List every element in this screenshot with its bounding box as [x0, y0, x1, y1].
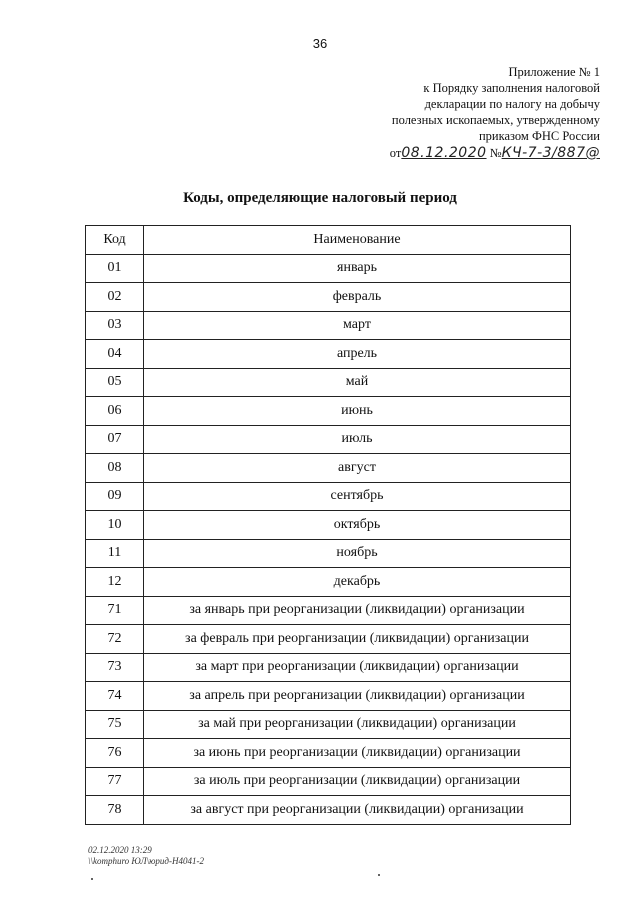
- cell-code: 75: [86, 710, 144, 739]
- cell-name: октябрь: [144, 511, 571, 540]
- page-number: 36: [312, 36, 328, 51]
- cell-name: за июнь при реорганизации (ликвидации) организации: [144, 739, 571, 768]
- order-line: [300, 145, 600, 161]
- cell-code: 10: [86, 511, 144, 540]
- table-row: [86, 739, 571, 768]
- cell-name: декабрь: [144, 568, 571, 597]
- cell-code: 12: [86, 568, 144, 597]
- cell-code: 76: [86, 739, 144, 768]
- cell-name: ноябрь: [144, 539, 571, 568]
- appendix-line-4: полезных ископаемых, утвержденному: [391, 113, 600, 127]
- table-row: [86, 653, 571, 682]
- appendix-line-3: декларации по налогу на добычу: [424, 97, 600, 111]
- footer-stamp: [88, 845, 204, 867]
- cell-name: за март при реорганизации (ликвидации) организации: [144, 653, 571, 682]
- cell-name: за февраль при реорганизации (ликвидации) организации: [144, 625, 571, 654]
- cell-name: август: [144, 454, 571, 483]
- table-row: [86, 796, 571, 825]
- scan-speck: [91, 878, 93, 880]
- table-row: [86, 568, 571, 597]
- order-date: 08.12.2020: [401, 145, 487, 161]
- table-row: [86, 539, 571, 568]
- cell-name: за январь при реорганизации (ликвидации) организации: [144, 596, 571, 625]
- cell-code: 02: [86, 283, 144, 312]
- table-row: [86, 767, 571, 796]
- table-row: [86, 482, 571, 511]
- cell-name: февраль: [144, 283, 571, 312]
- cell-code: 78: [86, 796, 144, 825]
- cell-code: 06: [86, 397, 144, 426]
- cell-name: за май при реорганизации (ликвидации) организации: [144, 710, 571, 739]
- cell-name: за апрель при реорганизации (ликвидации) организации: [144, 682, 571, 711]
- cell-name: за июль при реорганизации (ликвидации) организации: [144, 767, 571, 796]
- table-row: [86, 397, 571, 426]
- cell-code: 74: [86, 682, 144, 711]
- cell-code: 11: [86, 539, 144, 568]
- table-header-row: [86, 226, 571, 255]
- cell-name: апрель: [144, 340, 571, 369]
- cell-code: 09: [86, 482, 144, 511]
- scan-speck: [378, 874, 380, 876]
- header-code: Код: [86, 226, 144, 255]
- period-codes-table: [85, 225, 571, 825]
- cell-name: сентябрь: [144, 482, 571, 511]
- cell-name: июнь: [144, 397, 571, 426]
- appendix-line-1: Приложение № 1: [508, 65, 600, 79]
- cell-code: 03: [86, 311, 144, 340]
- cell-code: 71: [86, 596, 144, 625]
- order-number: КЧ-7-3/887@: [501, 145, 600, 161]
- cell-code: 05: [86, 368, 144, 397]
- cell-code: 01: [86, 254, 144, 283]
- cell-name: за август при реорганизации (ликвидации) организации: [144, 796, 571, 825]
- table-row: [86, 340, 571, 369]
- cell-name: январь: [144, 254, 571, 283]
- cell-code: 08: [86, 454, 144, 483]
- table-row: [86, 368, 571, 397]
- appendix-line-2: к Порядку заполнения налоговой: [423, 81, 600, 95]
- table-row: [86, 511, 571, 540]
- footer-timestamp: 02.12.2020 13:29: [88, 845, 152, 855]
- table-row: [86, 425, 571, 454]
- document-title: Коды, определяющие налоговый период: [183, 190, 457, 206]
- table-row: [86, 682, 571, 711]
- table-row: [86, 454, 571, 483]
- table-row: [86, 596, 571, 625]
- cell-name: март: [144, 311, 571, 340]
- table-row: [86, 283, 571, 312]
- cell-code: 73: [86, 653, 144, 682]
- appendix-header: [300, 64, 600, 161]
- cell-code: 77: [86, 767, 144, 796]
- footer-file-path: \\komphuro ЮЛ\юрид-Н4041-2: [88, 856, 204, 866]
- cell-code: 72: [86, 625, 144, 654]
- table-row: [86, 311, 571, 340]
- cell-code: 07: [86, 425, 144, 454]
- order-number-prefix: №: [489, 146, 502, 160]
- cell-name: июль: [144, 425, 571, 454]
- cell-name: май: [144, 368, 571, 397]
- header-name: Наименование: [144, 226, 571, 255]
- table-row: [86, 625, 571, 654]
- table-row: [86, 710, 571, 739]
- cell-code: 04: [86, 340, 144, 369]
- appendix-line-5: приказом ФНС России: [478, 129, 600, 143]
- table-row: [86, 254, 571, 283]
- order-prefix: от: [389, 146, 402, 160]
